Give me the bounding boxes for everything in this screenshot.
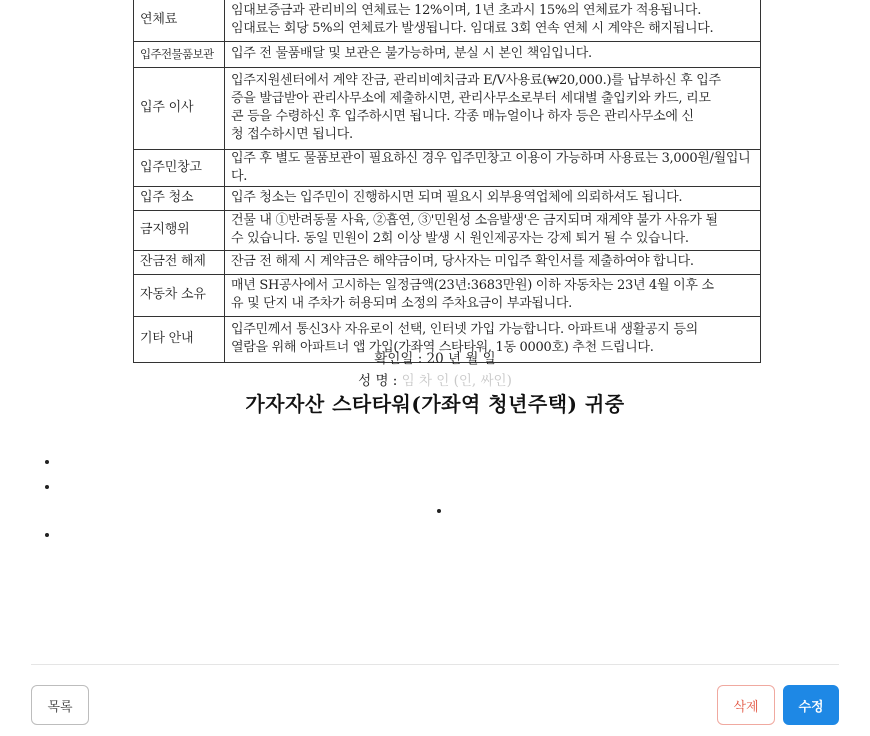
notice-text-line: 잔금 전 해제 시 계약금은 해약금이며, 당사자는 미입주 확인서를 제출하여야 합니다. <box>231 254 694 269</box>
notice-row-text <box>225 250 761 274</box>
signature-label: 성 명 : <box>358 373 398 389</box>
notice-text-line: 수 있습니다. 동일 민원이 2회 이상 발생 시 원인제공자는 강제 퇴거 될 수 있습니다. <box>231 231 689 246</box>
list-bullet <box>45 460 49 464</box>
notice-row <box>134 0 761 41</box>
notice-row <box>134 210 761 250</box>
notice-row-text <box>225 210 761 250</box>
notice-row <box>134 149 761 186</box>
signature-line <box>0 369 870 389</box>
notice-row-label: 입주민창고 <box>134 149 225 186</box>
notice-text-line: 입주 전 물품배달 및 보관은 불가능하며, 분실 시 본인 책임입니다. <box>231 46 592 61</box>
notice-row-text <box>225 149 761 186</box>
list-bullet <box>437 509 441 513</box>
notice-row-text <box>225 0 761 41</box>
notice-row-label: 입주 이사 <box>134 67 225 149</box>
notice-row <box>134 67 761 149</box>
notice-text-line: 건물 내 ①반려동물 사육, ②흡연, ③'민원성 소음발생'은 금지되며 재계약 불가 사유가 될 <box>231 213 718 228</box>
notice-row-text <box>225 186 761 210</box>
notice-text-line: 입주 후 별도 물품보관이 필요하신 경우 입주민창고 이용이 가능하며 사용료는 3,000원/월입니다. <box>231 150 751 184</box>
notice-row <box>134 41 761 67</box>
list-bullet <box>45 533 49 537</box>
notice-row <box>134 274 761 316</box>
signature-placeholder: 임 차 인 (인, 싸인) <box>401 373 512 389</box>
notice-row-label: 연체료 <box>134 0 225 41</box>
notice-row-label: 입주전물품보관 <box>134 41 225 67</box>
notice-row <box>134 186 761 210</box>
notice-text-line: 청 접수하시면 됩니다. <box>231 127 353 142</box>
notice-row-text <box>225 41 761 67</box>
notice-text-line: 임대료는 회당 5%의 연체료가 발생됩니다. 임대료 3회 연속 연체 시 계약은 해지됩니다. <box>231 21 714 37</box>
notice-row-label: 입주 청소 <box>134 186 225 210</box>
notice-row-text <box>225 274 761 316</box>
delete-button[interactable]: 삭제 <box>717 685 775 725</box>
notice-row-label: 자동차 소유 <box>134 274 225 316</box>
notice-text-line: 입주지원센터에서 계약 잔금, 관리비예치금과 E/V사용료(₩20,000.)를 납부하신 후 입주 <box>231 73 721 88</box>
notice-row-label: 금지행위 <box>134 210 225 250</box>
notice-text-line: 임대보증금과 관리비의 연체료는 12%이며, 1년 초과시 15%의 연체료가 적용됩니다. <box>231 3 702 19</box>
notice-text-line: 증을 발급받아 관리사무소에 제출하시면, 관리사무소로부터 세대별 출입키와 카드, 리모 <box>231 91 711 106</box>
notice-row-text <box>225 67 761 149</box>
notice-document <box>133 0 761 363</box>
notice-text-line: 열람을 위해 아파트너 앱 가입(가좌역 스타타워, 1동 0000호) 추천 드립니다. <box>231 340 654 355</box>
document-title: 가자자산 스타타워(가좌역 청년주택) 귀중 <box>245 392 625 416</box>
notice-text-line: 입주 청소는 입주민이 진행하시면 되며 필요시 외부용역업체에 의뢰하셔도 됩니다. <box>231 190 683 205</box>
notice-row <box>134 250 761 274</box>
notice-row-label: 기타 안내 <box>134 316 225 362</box>
notice-table <box>133 0 761 363</box>
edit-button[interactable]: 수정 <box>783 685 839 725</box>
notice-text-line: 콘 등을 수령하신 후 입주하시면 됩니다. 각종 매뉴얼이나 하자 등은 관리사무소에 신 <box>231 109 694 124</box>
notice-row-label: 잔금전 해제 <box>134 250 225 274</box>
list-button[interactable]: 목록 <box>31 685 89 725</box>
footer-divider <box>31 664 839 665</box>
notice-text-line: 입주민께서 통신3사 자유로이 선택, 인터넷 가입 가능합니다. 아파트내 생활공지 등의 <box>231 322 698 337</box>
notice-text-line: 매년 SH공사에서 고시하는 일정금액(23년:3683만원) 이하 자동차는 23년 4월 이후 소 <box>231 278 714 293</box>
notice-text-line: 유 및 단지 내 주차가 허용되며 소정의 주차요금이 부과됩니다. <box>231 296 572 311</box>
list-bullet <box>45 485 49 489</box>
confirm-date: 확인일 : 20 년 월 일 <box>374 351 496 367</box>
